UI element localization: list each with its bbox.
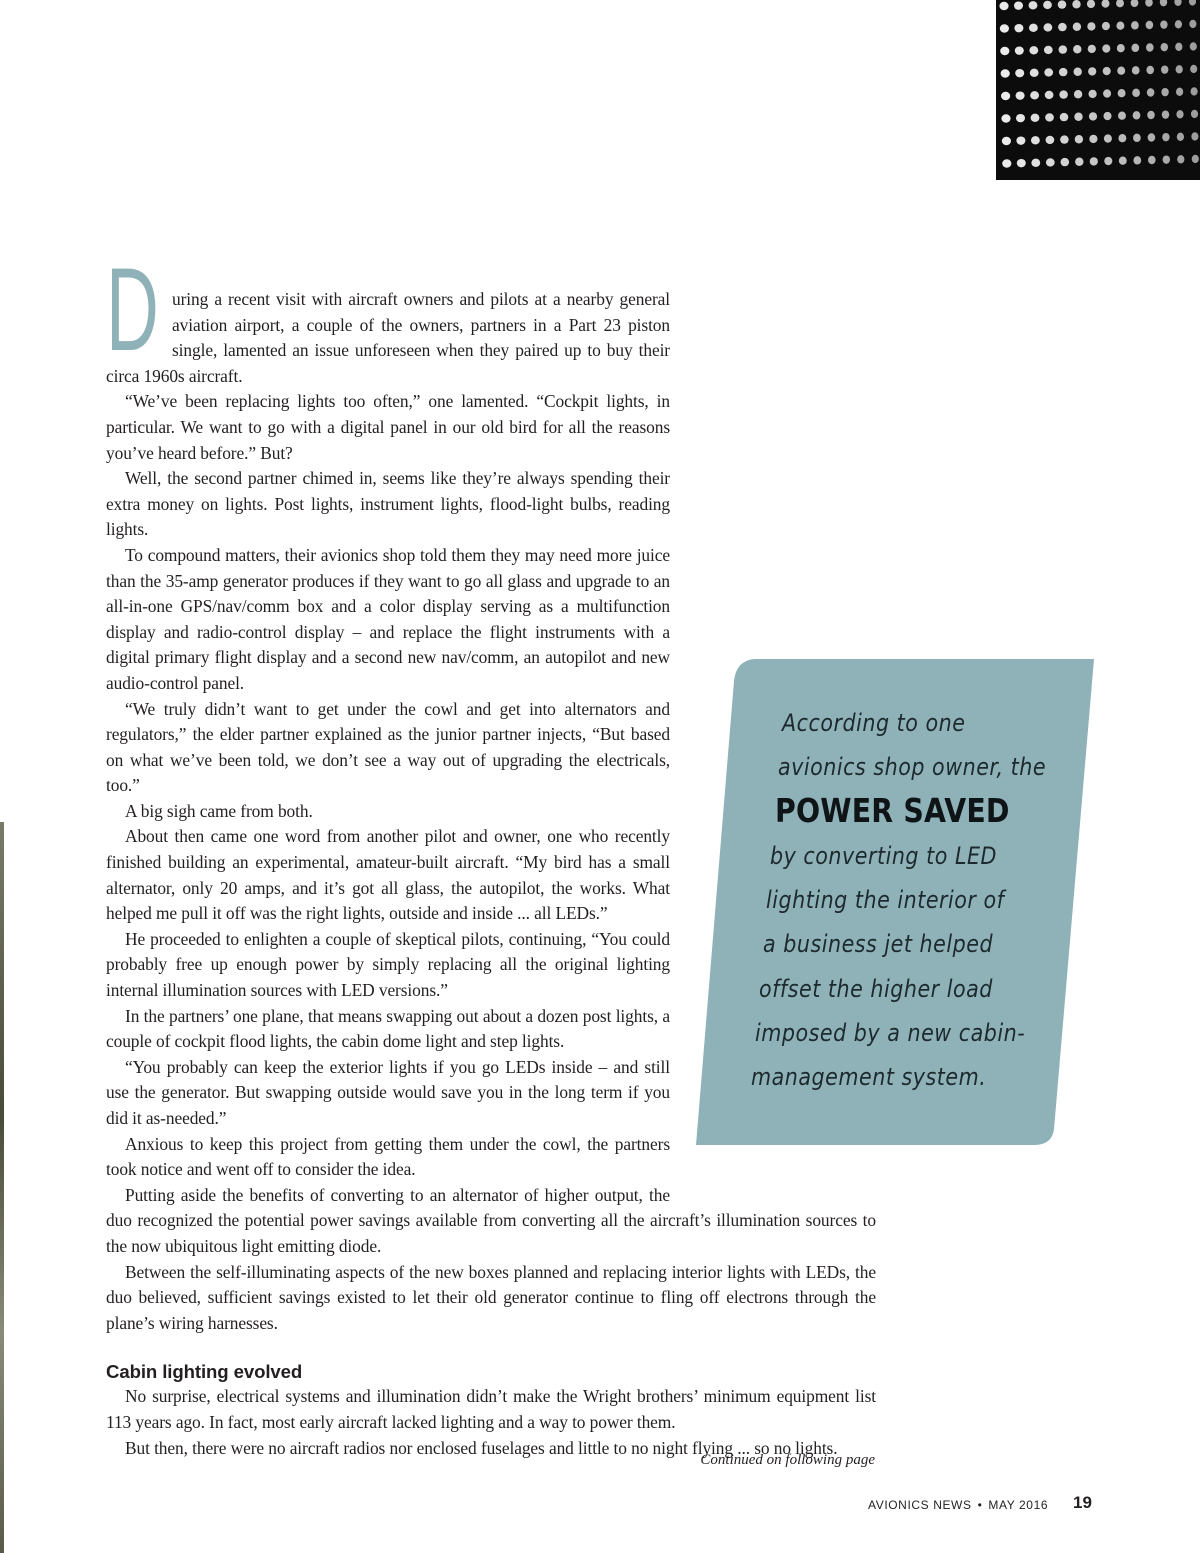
led-bulb xyxy=(1045,91,1054,99)
page-number: 19 xyxy=(1073,1493,1092,1512)
led-bulb xyxy=(1031,136,1040,144)
led-lights-photo xyxy=(996,0,1200,180)
section-heading: Cabin lighting evolved xyxy=(106,1361,303,1383)
led-bulb xyxy=(1146,66,1154,74)
article-paragraph: No surprise, electrical systems and illumination didn’t make the Wright brothers’ minimum equipment list 113 years ago. In fact, most early aircraft lacked lighting and a way to power them. xyxy=(106,1386,876,1432)
led-bulb xyxy=(1016,136,1025,144)
led-bulb xyxy=(1148,133,1156,141)
led-bulb xyxy=(1089,112,1097,120)
led-bulb xyxy=(1001,114,1010,122)
paragraph-text: uring a recent visit with aircraft owners and pilots at a nearby general aviation airport, a couple of the owners, partners in a Part 23 piston single, lamented an issue unforeseen when they paired up to buy their circa 1960s aircraft. xyxy=(106,289,670,386)
led-bulb xyxy=(1103,112,1111,120)
led-bulb xyxy=(1060,135,1069,143)
article-paragraph: Well, the second partner chimed in, seems like they’re always spending their extra money on lights. Post lights, instrument lights, flood-light bulbs, reading lights. xyxy=(106,468,670,540)
led-bulb xyxy=(1074,113,1082,121)
pull-quote-line: a business jet helped xyxy=(763,930,994,958)
led-bulb xyxy=(1103,67,1111,75)
led-bulb xyxy=(1146,43,1154,51)
led-bulb xyxy=(1116,0,1124,7)
led-bulb xyxy=(1088,90,1096,98)
footer-bullet: • xyxy=(977,1498,983,1512)
led-bulb xyxy=(1087,22,1095,30)
drop-cap: D xyxy=(106,244,159,376)
led-bulb xyxy=(1161,88,1168,96)
led-bulb xyxy=(1177,155,1184,163)
continued-note: Continued on following page xyxy=(700,1452,875,1468)
led-bulb xyxy=(1058,23,1067,31)
led-bulb xyxy=(1118,134,1126,142)
led-bulb xyxy=(1175,20,1182,28)
led-bulb xyxy=(1160,0,1167,6)
led-bulb xyxy=(1046,158,1055,166)
led-bulb xyxy=(1133,134,1141,142)
pull-quote xyxy=(696,659,1096,1147)
led-bulb xyxy=(1117,67,1125,75)
article-paragraph: “You probably can keep the exterior lights if you go LEDs inside – and still use the generator. But swapping outside would save you in the long term if you did it as-needed.” xyxy=(106,1056,670,1128)
led-bulb xyxy=(1072,0,1080,8)
led-bulb xyxy=(1000,24,1009,32)
led-bulb xyxy=(1089,135,1097,143)
led-bulb xyxy=(1043,1,1052,9)
led-bulb xyxy=(1103,89,1111,97)
led-bulb xyxy=(1147,88,1155,96)
led-bulb xyxy=(1030,91,1039,99)
pull-quote-line: avionics shop owner, the xyxy=(778,753,1047,781)
led-bulb xyxy=(1104,157,1112,165)
led-bulb xyxy=(1118,112,1126,120)
pull-quote-emphasis: POWER SAVED xyxy=(775,791,1010,830)
led-bulb xyxy=(1117,44,1125,52)
led-bulb xyxy=(1073,45,1081,53)
led-bulb xyxy=(1074,68,1082,76)
led-array-graphic xyxy=(996,0,1200,180)
led-bulb xyxy=(1191,110,1198,118)
led-bulb xyxy=(1101,0,1109,8)
publication-name: AVIONICS NEWS xyxy=(868,1498,972,1512)
led-bulb xyxy=(1148,156,1156,164)
led-bulb xyxy=(1102,22,1110,30)
led-bulb xyxy=(1116,22,1124,30)
led-bulb xyxy=(1059,90,1068,98)
led-bulb xyxy=(1133,111,1141,119)
led-bulb xyxy=(1161,43,1168,51)
led-bulb xyxy=(1104,134,1112,142)
led-bulb xyxy=(1177,133,1184,141)
pull-quote-line: offset the higher load xyxy=(759,975,993,1003)
led-bulb xyxy=(1160,20,1167,28)
led-bulb xyxy=(1088,45,1096,53)
led-bulb xyxy=(1030,69,1039,77)
led-bulb xyxy=(1131,44,1139,52)
article-paragraph: To compound matters, their avionics shop told them they may need more juice than the 35-amp generator produces if they want to go all glass and upgrade to an all-in-one GPS/nav/comm box and a color display serving as a multifunction display and radio-control display – and replace the flight instruments with a digital primary flight display and a second new nav/comm, an autopilot and new audio-control panel. xyxy=(106,544,670,693)
led-bulb xyxy=(1162,110,1169,118)
led-bulb xyxy=(1075,135,1083,143)
led-bulb xyxy=(1031,159,1040,167)
led-bulb xyxy=(1002,137,1011,145)
led-bulb xyxy=(1073,23,1081,31)
article-paragraph: “We truly didn’t want to get under the cowl and get into alternators and regulators,” the elder partner explained as the junior partner injects, “But based on what we’ve been told, we don’t see a way out of upgrading the electricals, too.” xyxy=(106,698,670,796)
led-bulb xyxy=(1119,157,1127,165)
led-bulb xyxy=(1176,88,1183,96)
led-bulb xyxy=(1060,113,1069,121)
led-bulb xyxy=(1001,69,1010,77)
led-bulb xyxy=(1162,133,1169,141)
led-bulb xyxy=(1102,44,1110,52)
led-bulb xyxy=(1014,1,1023,9)
led-bulb xyxy=(1190,42,1197,50)
article-paragraph: A big sigh came from both. xyxy=(125,800,313,821)
page-edge-strip xyxy=(0,822,4,1553)
led-bulb xyxy=(1146,21,1154,29)
led-bulb xyxy=(1161,65,1168,73)
led-bulb xyxy=(1176,110,1183,118)
led-bulb xyxy=(1015,46,1024,54)
led-bulb xyxy=(1016,91,1025,99)
issue-date: MAY 2016 xyxy=(988,1498,1049,1512)
led-bulb xyxy=(1046,136,1055,144)
led-bulb xyxy=(1191,132,1198,140)
led-bulb xyxy=(1118,89,1126,97)
pull-quote-line: imposed by a new cabin- xyxy=(755,1019,1026,1047)
article-paragraph: Between the self-illuminating aspects of the new boxes planned and replacing interior lights with LEDs, the duo believed, sufficient savings existed to let their old generator continue to fling off electrons through the plane’s wiring harnesses. xyxy=(106,1261,876,1333)
led-bulb xyxy=(1075,158,1083,166)
led-bulb xyxy=(1045,113,1054,121)
led-bulb xyxy=(1015,69,1024,77)
led-bulb xyxy=(1016,114,1025,122)
led-bulb xyxy=(1017,159,1026,167)
led-bulb xyxy=(1031,114,1040,122)
led-bulb xyxy=(1014,24,1023,32)
led-bulb xyxy=(1088,67,1096,75)
led-bulb xyxy=(1029,1,1038,9)
led-bulb xyxy=(1090,157,1098,165)
article-paragraph: “We’ve been replacing lights too often,” one lamented. “Cockpit lights, in particular. We want to go with a digital panel in our old bird for all the reasons you’ve heard before.” But? xyxy=(106,391,670,463)
article-paragraph: In the partners’ one plane, that means swapping out about a dozen post lights, a couple of cockpit flood lights, the cabin dome light and step lights. xyxy=(106,1005,670,1052)
led-bulb xyxy=(1191,87,1198,95)
led-bulb xyxy=(1044,46,1053,54)
led-bulb xyxy=(1058,0,1067,8)
led-bulb xyxy=(999,2,1008,10)
led-bulb xyxy=(1074,90,1082,98)
led-bulb xyxy=(1147,111,1155,119)
led-bulb xyxy=(1190,65,1197,73)
led-bulb xyxy=(1029,24,1038,32)
led-bulb xyxy=(1189,0,1196,6)
article-paragraph: Anxious to keep this project from getting them under the cowl, the partners took notice and went off to consider the idea. xyxy=(106,1133,670,1180)
led-bulb xyxy=(1132,89,1140,97)
article-paragraph xyxy=(106,244,876,389)
led-bulb xyxy=(1189,20,1196,28)
led-bulb xyxy=(1044,23,1053,31)
article-paragraph: But then, there were no aircraft radios nor enclosed fuselages and little to no night flying ... so no lights. xyxy=(125,1437,838,1458)
led-bulb xyxy=(1145,0,1153,7)
led-bulb xyxy=(1059,68,1068,76)
led-bulb xyxy=(1175,43,1182,51)
led-bulb xyxy=(1131,21,1139,29)
led-bulb xyxy=(1133,156,1141,164)
pull-quote-line: by converting to LED xyxy=(770,842,997,870)
page-footer xyxy=(868,1498,1048,1512)
article-paragraph: Putting aside the benefits of converting to an alternator of higher output, the duo recognized the potential power savings available from converting all the aircraft’s illumination sources to the now ubiquitous light emitting diode. xyxy=(106,1184,876,1256)
led-bulb xyxy=(1059,45,1068,53)
led-bulb xyxy=(1061,158,1070,166)
led-bulb xyxy=(1044,68,1053,76)
led-bulb xyxy=(1163,155,1170,163)
led-bulb xyxy=(1192,155,1199,163)
led-bulb xyxy=(1087,0,1095,8)
led-bulb xyxy=(1001,92,1010,100)
led-bulb xyxy=(1131,0,1139,7)
led-bulb xyxy=(1174,0,1181,6)
led-bulb xyxy=(1000,47,1009,55)
pull-quote-line: management system. xyxy=(751,1063,987,1091)
article-paragraph: He proceeded to enlighten a couple of skeptical pilots, continuing, “You could probably free up enough power by simply replacing all the original lighting internal illumination sources with LED versions.” xyxy=(106,928,670,1001)
pull-quote-line: According to one xyxy=(782,709,966,737)
led-bulb xyxy=(1002,159,1011,167)
led-bulb xyxy=(1176,65,1183,73)
led-bulb xyxy=(1132,66,1140,74)
led-bulb xyxy=(1029,46,1038,54)
pull-quote-line: lighting the interior of xyxy=(766,886,1005,914)
article-paragraph: About then came one word from another pilot and owner, one who recently finished building an experimental, amateur-built aircraft. “My bird has a small alternator, only 20 amps, and it’s got all glass, the autopilot, the works. What helped me pull it off was the right lights, outside and inside ... all LEDs.” xyxy=(106,826,670,924)
